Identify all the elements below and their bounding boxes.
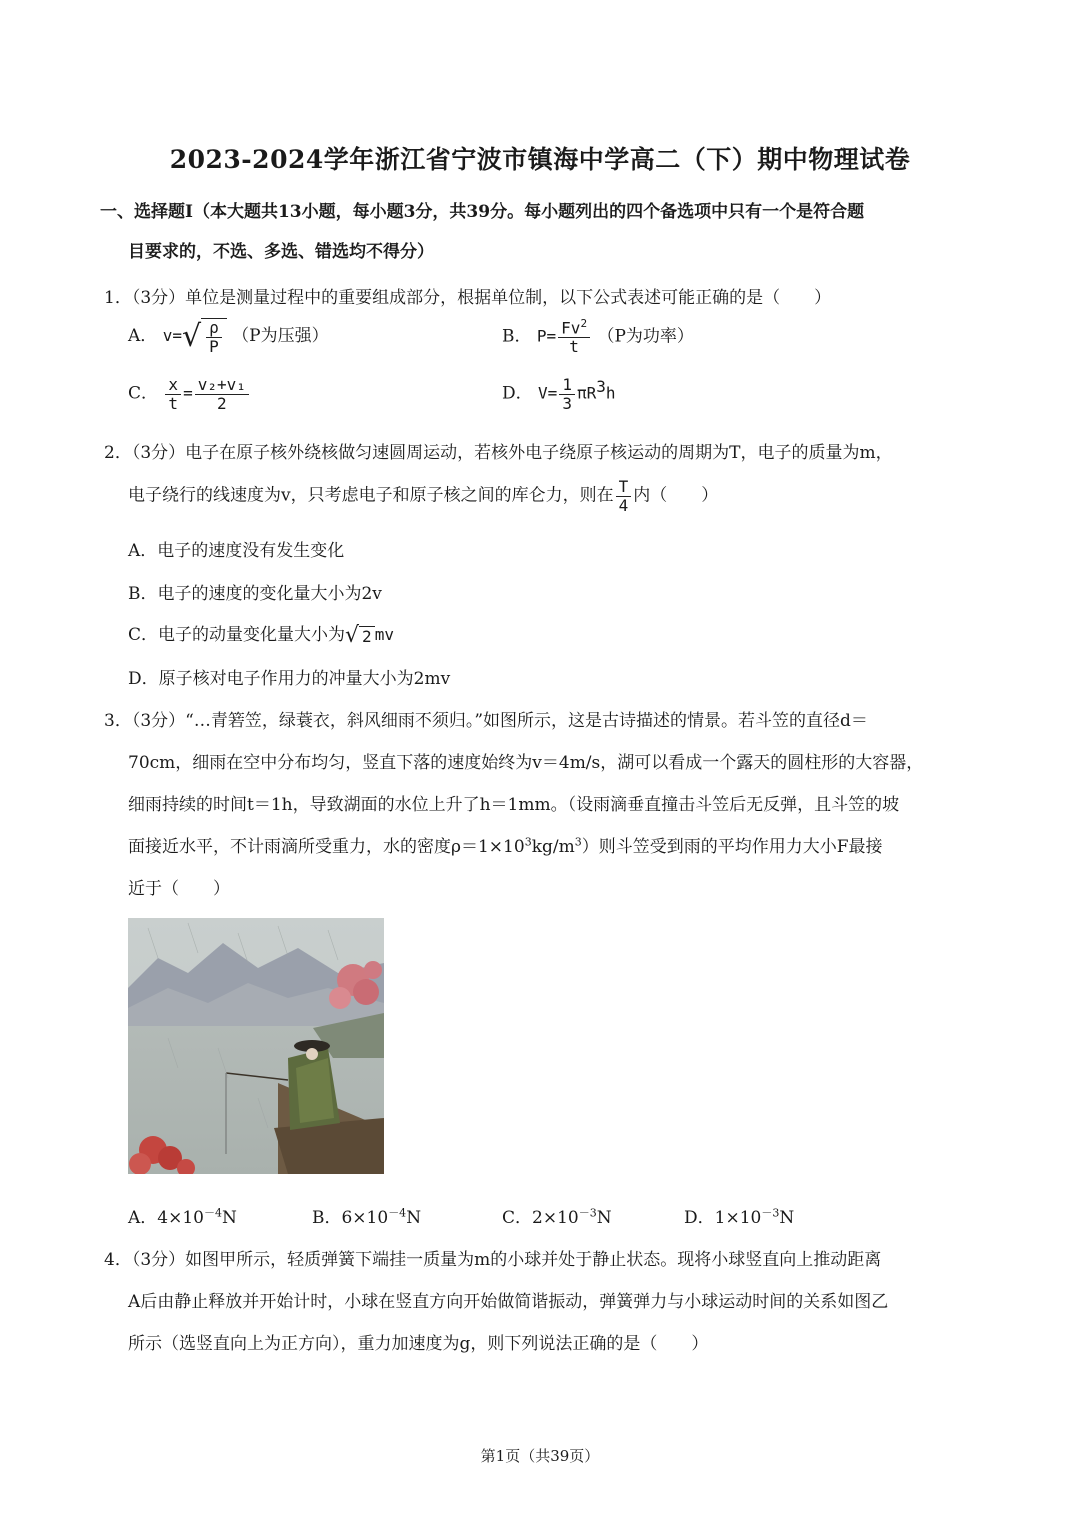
- q1-option-b-label: B．: [502, 326, 532, 347]
- q1-option-b-num: Fv: [561, 318, 581, 338]
- section-heading-line1: 一、选择题Ⅰ（本大题共13小题，每小题3分，共39分。每小题列出的四个备选项中只有一个是符合题: [100, 202, 865, 222]
- q3-option-b-post: N: [406, 1208, 422, 1228]
- q3-line1: 3．（3分）“…青箬笠，绿蓑衣，斜风细雨不须归。”如图所示，这是古诗描述的情景。若斗笠的直径d＝: [104, 711, 868, 731]
- q2-line1: 2．（3分）电子在原子核外绕核做匀速圆周运动，若核外电子绕原子核运动的周期为T，电子的质量为m，: [104, 443, 893, 463]
- q3-option-a: [128, 1203, 237, 1228]
- q4-line1: 4．（3分）如图甲所示，轻质弹簧下端挂一质量为m的小球并处于静止状态。现将小球竖直向上推动距离: [104, 1250, 882, 1270]
- q2-line2-pre: 电子绕行的线速度为v，只考虑电子和原子核之间的库仑力，则在: [128, 485, 614, 506]
- q1-option-a-sqrt: [182, 318, 227, 355]
- q2-option-b: B．电子的速度的变化量大小为2v: [128, 584, 382, 604]
- q4-line3: 所示（选竖直向上为正方向），重力加速度为g，则下列说法正确的是（ ）: [128, 1334, 709, 1354]
- q2-option-a: A．电子的速度没有发生变化: [128, 541, 345, 561]
- q2-line2-post: 内（ ）: [633, 485, 719, 506]
- q1-option-b-note: （P为功率）: [597, 326, 694, 347]
- q3-line4-sup2: 3: [574, 835, 582, 849]
- q1-option-b-frac: [558, 318, 590, 356]
- page-footer: 第1页（共39页）: [480, 1447, 600, 1465]
- q3-line2: 70cm，细雨在空中分布均匀，竖直下落的速度始终为v＝4m/s，湖可以看成一个露天的圆柱形的大容器，: [128, 753, 924, 773]
- q1-option-d-frac: [559, 376, 575, 412]
- q1-option-c-rnum: v₂+v₁: [195, 376, 249, 395]
- q1-option-a-lhs: v=: [162, 326, 182, 346]
- q3-option-d-post: N: [779, 1208, 795, 1228]
- q1-option-c-lden: t: [168, 393, 179, 413]
- q1-option-c: [128, 376, 251, 412]
- q1-option-c-rden: 2: [216, 393, 227, 413]
- q1-option-d-sup: 3: [596, 376, 606, 396]
- q3-option-b: [312, 1203, 421, 1228]
- q1-option-d-h: h: [605, 383, 616, 403]
- q1-option-b-den: t: [569, 336, 579, 356]
- q1-option-d-num: 1: [559, 376, 575, 395]
- q2-option-c-sqrt: [345, 622, 375, 648]
- q3-option-a-sup: －4: [203, 1206, 222, 1220]
- q3-option-c-pre: C．2×10: [502, 1208, 579, 1228]
- q3-option-d-pre: D．1×10: [684, 1208, 762, 1228]
- q2-option-c: [128, 620, 394, 647]
- q1-option-b-lhs: P=: [536, 326, 557, 346]
- q1-option-d-lhs: V=: [538, 383, 558, 403]
- q1-option-a-note: （P为压强）: [232, 326, 329, 347]
- q3-option-b-pre: B．6×10: [312, 1208, 389, 1228]
- q1-option-d: [502, 376, 616, 412]
- q1-option-d-label: D．: [502, 383, 533, 404]
- q1-option-b-sup: 2: [580, 317, 588, 330]
- q2-line2: [128, 478, 718, 514]
- q1-option-a-label: A．: [128, 326, 158, 347]
- q3-line4-mid: kg/m: [531, 837, 575, 857]
- q3-option-d-sup: －3: [761, 1206, 780, 1220]
- q4-line2: A后由静止释放并开始计时，小球在竖直方向开始做简谐振动，弹簧弹力与小球运动时间的关系如图乙: [128, 1292, 889, 1312]
- sqrt-symbol: √: [345, 622, 360, 648]
- q1-option-c-lfrac: [165, 376, 181, 412]
- sqrt-symbol: √: [181, 318, 202, 354]
- q3-option-a-pre: A．4×10: [128, 1208, 204, 1228]
- q3-option-c-post: N: [596, 1208, 612, 1228]
- q1-option-a-num: ρ: [206, 319, 222, 338]
- q3-line4-post: ）则斗笠受到雨的平均作用力大小F最接: [581, 837, 883, 857]
- q2-option-c-radicand: 2: [359, 626, 375, 646]
- q1-stem: 1．（3分）单位是测量过程中的重要组成部分，根据单位制，以下公式表述可能正确的是（ ）: [104, 288, 832, 308]
- q3-line4-sup1: 3: [524, 835, 532, 849]
- q2-option-c-post: mv: [374, 625, 394, 644]
- q1-option-c-eq: =: [183, 383, 193, 403]
- q3-line4-pre: 面接近水平，不计雨滴所受重力，水的密度ρ＝1×10: [128, 837, 525, 857]
- section-heading-line2: 目要求的，不选、多选、错选均不得分）: [128, 242, 434, 262]
- q1-option-c-lnum: x: [165, 376, 181, 395]
- q3-option-d: [684, 1203, 794, 1228]
- q2-frac-den: 4: [618, 495, 629, 515]
- q1-option-a-den: P: [209, 336, 219, 356]
- painting-image: [128, 918, 384, 1174]
- q3-line4: [128, 832, 883, 857]
- page-title: 2023-2024学年浙江省宁波市镇海中学高二（下）期中物理试卷: [169, 145, 911, 174]
- q2-period-frac: [616, 478, 632, 514]
- q3-option-a-post: N: [221, 1208, 237, 1228]
- rain-fishing-painting: [128, 918, 384, 1174]
- q1-option-d-rest: πR: [576, 383, 597, 403]
- q3-option-c-sup: －3: [578, 1206, 597, 1220]
- q2-option-c-pre: C．电子的动量变化量大小为: [128, 625, 346, 645]
- q1-option-c-label: C．: [128, 383, 159, 404]
- q3-line3: 细雨持续的时间t＝1h，导致湖面的水位上升了h＝1mm。（设雨滴垂直撞击斗笠后无反弹，且斗笠的坡: [128, 795, 900, 815]
- q3-option-b-sup: －4: [388, 1206, 407, 1220]
- q1-option-a: [128, 318, 329, 355]
- q1-option-c-rfrac: [195, 376, 249, 412]
- q1-option-b: [502, 318, 694, 356]
- q3-line5: 近于（ ）: [128, 879, 230, 899]
- q2-frac-num: T: [616, 478, 632, 497]
- q2-option-d: D．原子核对电子作用力的冲量大小为2mv: [128, 669, 451, 689]
- q3-option-c: [502, 1203, 612, 1228]
- q1-option-d-den: 3: [562, 393, 572, 413]
